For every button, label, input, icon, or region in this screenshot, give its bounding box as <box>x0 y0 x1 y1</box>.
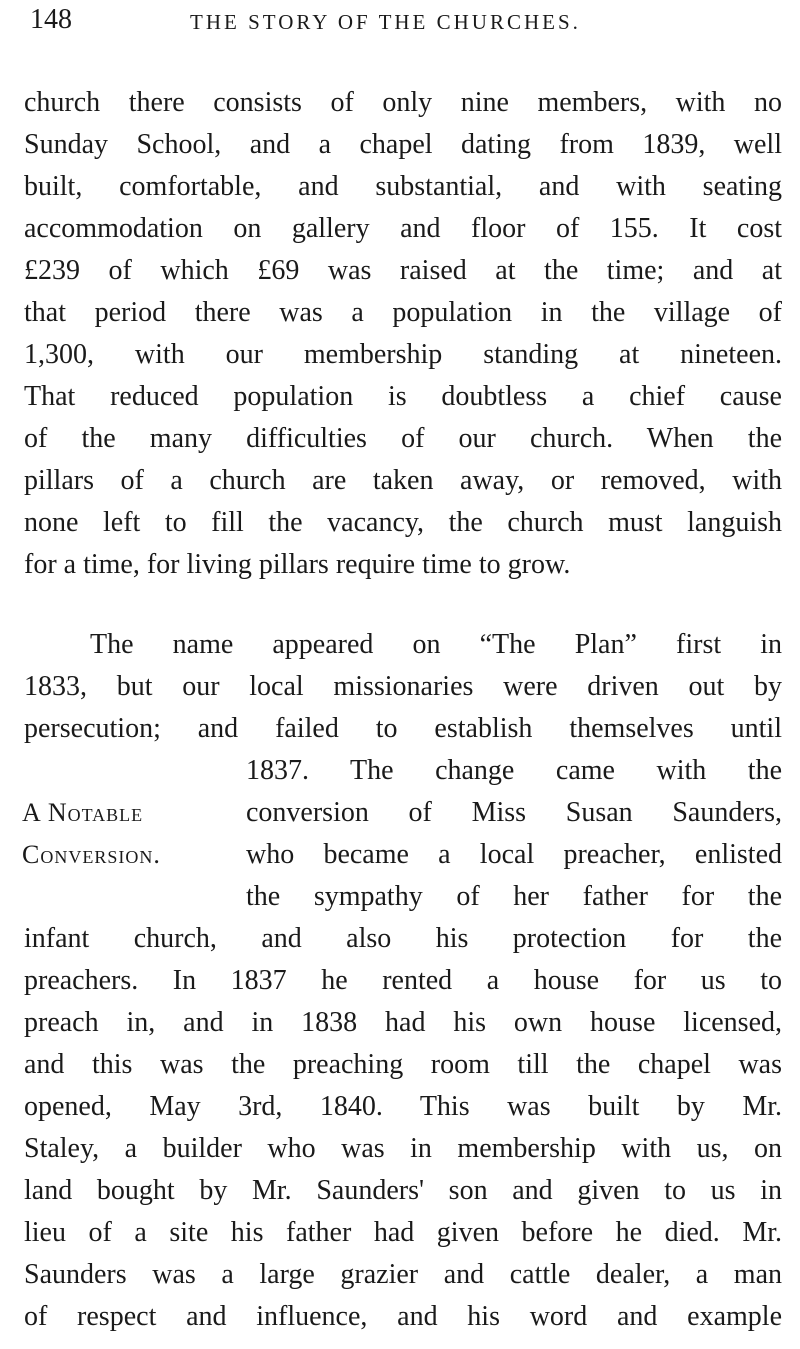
text-line: lieu of a site his father had given before he died. Mr. <box>24 1217 782 1248</box>
text-line: infant church, and also his protection for the <box>24 923 782 954</box>
text-line: that period there was a population in the village of <box>24 297 782 328</box>
text-line: Sunday School, and a chapel dating from 1839, well <box>24 129 782 160</box>
text-line: 1837. The change came with the <box>246 755 782 786</box>
text-line: Staley, a builder who was in membership with us, on <box>24 1133 782 1164</box>
text-line: of the many difficulties of our church. When the <box>24 423 782 454</box>
text-line: the sympathy of her father for the <box>246 881 782 912</box>
text-line: persecution; and failed to establish themselves until <box>24 713 782 744</box>
running-title: THE STORY OF THE CHURCHES. <box>190 10 581 34</box>
text-line: That reduced population is doubtless a chief cause <box>24 381 782 412</box>
page-number: 148 <box>30 4 72 35</box>
text-line: 1833, but our local missionaries were driven out by <box>24 671 782 702</box>
text-line: land bought by Mr. Saunders' son and given to us in <box>24 1175 782 1206</box>
text-line: and this was the preaching room till the chapel was <box>24 1049 782 1080</box>
text-line: built, comfortable, and substantial, and with seating <box>24 171 782 202</box>
text-line: preach in, and in 1838 had his own house licensed, <box>24 1007 782 1038</box>
text-line: who became a local preacher, enlisted <box>246 839 782 870</box>
text-line: for a time, for living pillars require time to grow. <box>24 549 571 580</box>
text-line: church there consists of only nine members, with no <box>24 87 782 118</box>
text-line: conversion of Miss Susan Saunders, <box>246 797 782 828</box>
text-line: pillars of a church are taken away, or removed, with <box>24 465 782 496</box>
text-line: preachers. In 1837 he rented a house for us to <box>24 965 782 996</box>
text-line: Saunders was a large grazier and cattle dealer, a man <box>24 1259 782 1290</box>
text-line: of respect and influence, and his word and example <box>24 1301 782 1332</box>
sidenote-line: A Notable <box>22 798 144 827</box>
text-line: opened, May 3rd, 1840. This was built by Mr. <box>24 1091 782 1122</box>
text-line: The name appeared on “The Plan” first in <box>90 629 782 660</box>
text-line: £239 of which £69 was raised at the time; and at <box>24 255 782 286</box>
sidenote-line: Conversion. <box>22 840 161 869</box>
text-line: none left to fill the vacancy, the church must languish <box>24 507 782 538</box>
text-line: accommodation on gallery and floor of 155. It cost <box>24 213 782 244</box>
text-line: 1,300, with our membership standing at nineteen. <box>24 339 782 370</box>
page-header <box>30 2 780 42</box>
